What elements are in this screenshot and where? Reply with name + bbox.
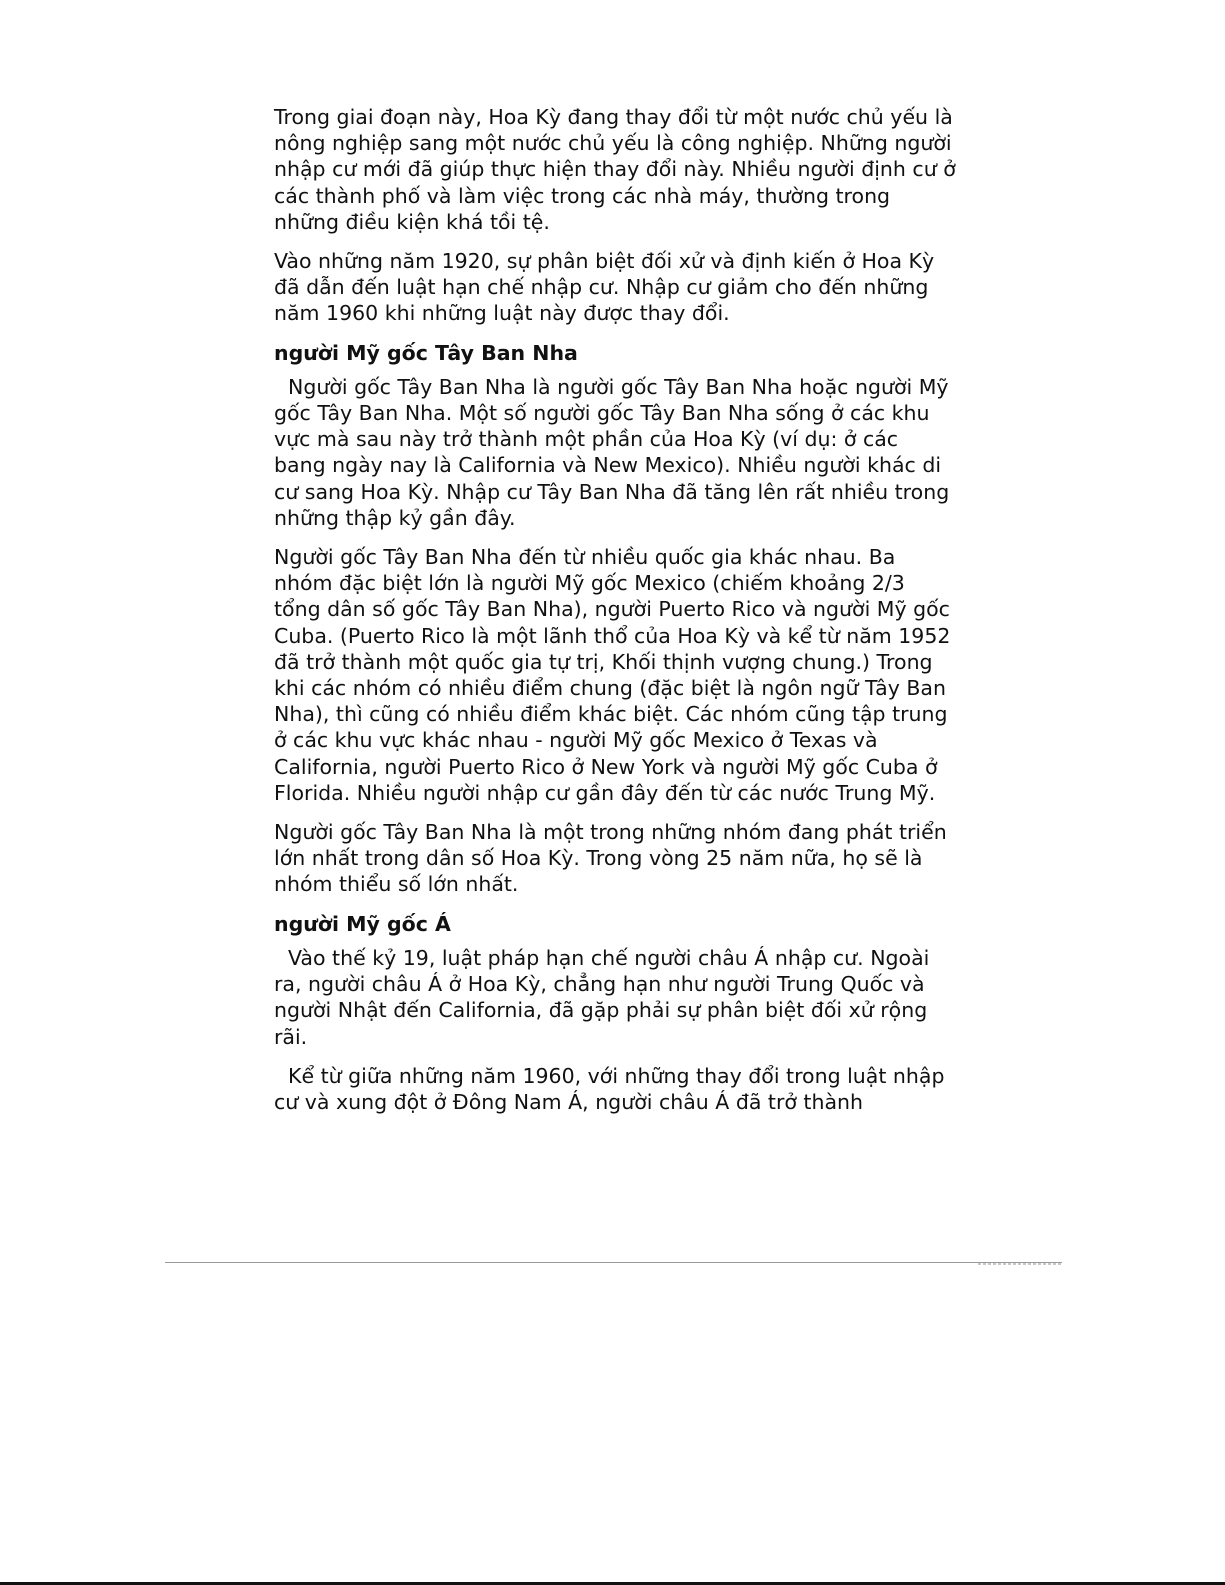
section-heading-hispanic-americans: người Mỹ gốc Tây Ban Nha [274,340,578,365]
paragraph-hispanic-groups: Người gốc Tây Ban Nha đến từ nhiều quốc gia khác nhau. Ba nhóm đặc biệt lớn là người Mỹ gốc Mexico (chiếm khoảng 2/3 tổng dân số gốc Tây Ban Nha), người Puerto Rico và người Mỹ gốc Cuba. (Puerto Rico là một lãnh thổ của Hoa Kỳ và kể từ năm 1952 đã trở thành một quốc gia tự trị, Khối thịnh vượng chung.) Trong khi các nhóm có nhiều điểm chung (đặc biệt là ngôn ngữ Tây Ban Nha), thì cũng có nhiều điểm khác biệt. Các nhóm cũng tập trung ở các khu vực khác nhau - người Mỹ gốc Mexico ở Texas và California, người Puerto Rico ở New York và người Mỹ gốc Cuba ở Florida. Nhiều người nhập cư gần đây đến từ các nước Trung Mỹ. [274,545,951,805]
paragraph-asian-since-1960s: Kể từ giữa những năm 1960, với những thay đổi trong luật nhập cư và xung đột ở Đông Nam Á, người châu Á đã trở thành [274,1063,945,1114]
footer-divider-mark [978,1263,1062,1265]
paragraph-industrialization: Trong giai đoạn này, Hoa Kỳ đang thay đổi từ một nước chủ yếu là nông nghiệp sang một nước chủ yếu là công nghiệp. Những người nhập cư mới đã giúp thực hiện thay đổi này. Nhiều người định cư ở các thành phố và làm việc trong các nhà máy, thường trong những điều kiện khá tồi tệ. [274,105,956,234]
paragraph-hispanic-growth: Người gốc Tây Ban Nha là một trong những nhóm đang phát triển lớn nhất trong dân số Hoa Kỳ. Trong vòng 25 năm nữa, họ sẽ là nhóm thiểu số lớn nhất. [274,820,947,897]
paragraph-immigration-laws-1920s: Vào những năm 1920, sự phân biệt đối xử và định kiến ở Hoa Kỳ đã dẫn đến luật hạn chế nhập cư. Nhập cư giảm cho đến những năm 1960 khi những luật này được thay đổi. [274,249,935,326]
footer-divider [165,1262,1062,1263]
paragraph-hispanic-origins: Người gốc Tây Ban Nha là người gốc Tây Ban Nha hoặc người Mỹ gốc Tây Ban Nha. Một số người gốc Tây Ban Nha sống ở các khu vực mà sau này trở thành một phần của Hoa Kỳ (ví dụ: ở các bang ngày nay là California và New Mexico). Nhiều người khác di cư sang Hoa Kỳ. Nhập cư Tây Ban Nha đã tăng lên rất nhiều trong những thập kỷ gần đây. [274,374,950,530]
section-heading-asian-americans: người Mỹ gốc Á [274,911,451,936]
paragraph-asian-19th-century: Vào thế kỷ 19, luật pháp hạn chế người châu Á nhập cư. Ngoài ra, người châu Á ở Hoa Kỳ, chẳng hạn như người Trung Quốc và người Nhật đến California, đã gặp phải sự phân biệt đối xử rộng rãi. [274,945,930,1049]
text-column [274,104,956,1128]
